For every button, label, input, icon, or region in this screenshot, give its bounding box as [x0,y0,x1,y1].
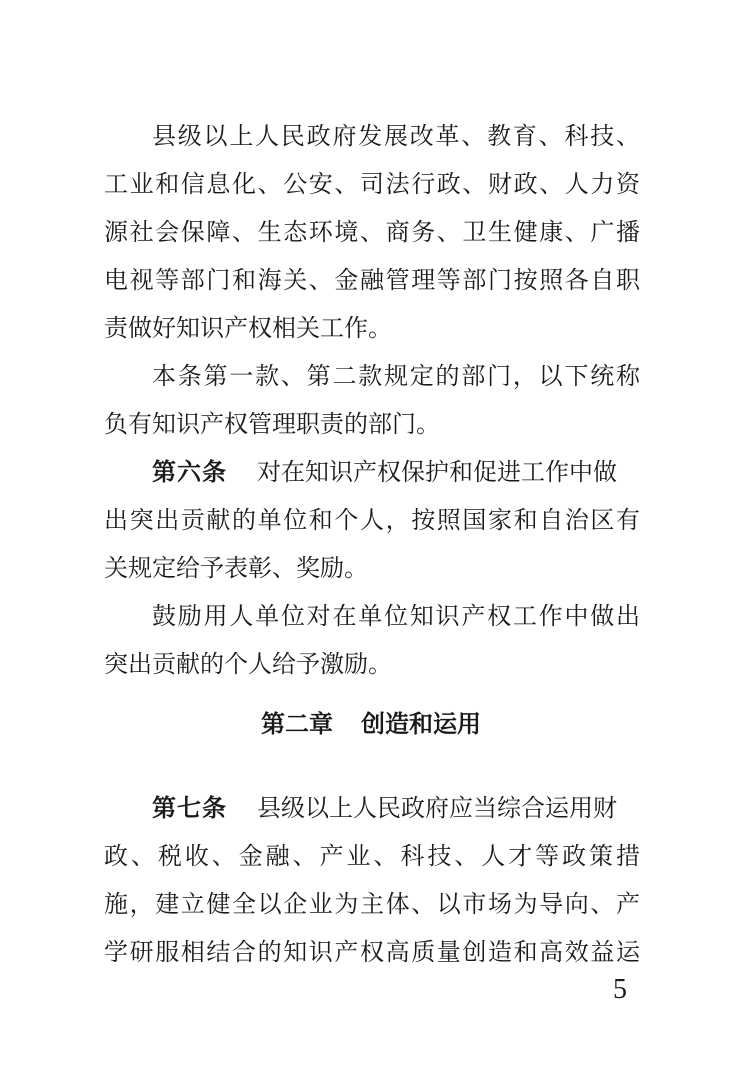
article-6-text-1: 对在知识产权保护和促进工作中做 [257,458,617,486]
paragraph-3-line-1: 鼓励用人单位对在单位知识产权工作中做出 [152,602,640,630]
article-7-line-3: 施，建立健全以企业为主体、以市场为导向、产 [104,890,640,918]
paragraph-2-line-1: 本条第一款、第二款规定的部门，以下统称 [152,362,640,390]
article-7-line-1 [152,788,640,828]
article-7-label: 第七条 [152,794,227,822]
chapter-heading [0,702,742,746]
paragraph-1-line-1: 县级以上人民政府发展改革、教育、科技、 [152,122,640,150]
paragraph-1-line-2: 工业和信息化、公安、司法行政、财政、人力资 [104,170,640,198]
article-7-text-1: 县级以上人民政府应当综合运用财 [257,794,617,822]
paragraph-1-line-5: 责做好知识产权相关工作。 [104,314,392,342]
article-6-line-3: 关规定给予表彰、奖励。 [104,554,368,582]
paragraph-2-line-2: 负有知识产权管理职责的部门。 [104,410,440,438]
paragraph-1-line-3: 源社会保障、生态环境、商务、卫生健康、广播 [104,218,640,246]
chapter-title: 创造和运用 [361,710,481,738]
article-7-line-2: 政、税收、金融、产业、科技、人才等政策措 [104,842,640,870]
article-6-line-1 [152,452,640,492]
paragraph-3-line-2: 突出贡献的个人给予激励。 [104,650,392,678]
article-6-line-2: 出突出贡献的单位和个人，按照国家和自治区有 [104,506,640,534]
paragraph-1-line-4: 电视等部门和海关、金融管理等部门按照各自职 [104,266,640,294]
article-7-line-4: 学研服相结合的知识产权高质量创造和高效益运 [104,938,640,966]
article-6-label: 第六条 [152,458,227,486]
chapter-number: 第二章 [261,710,333,738]
page-number: 5 [613,974,627,1005]
